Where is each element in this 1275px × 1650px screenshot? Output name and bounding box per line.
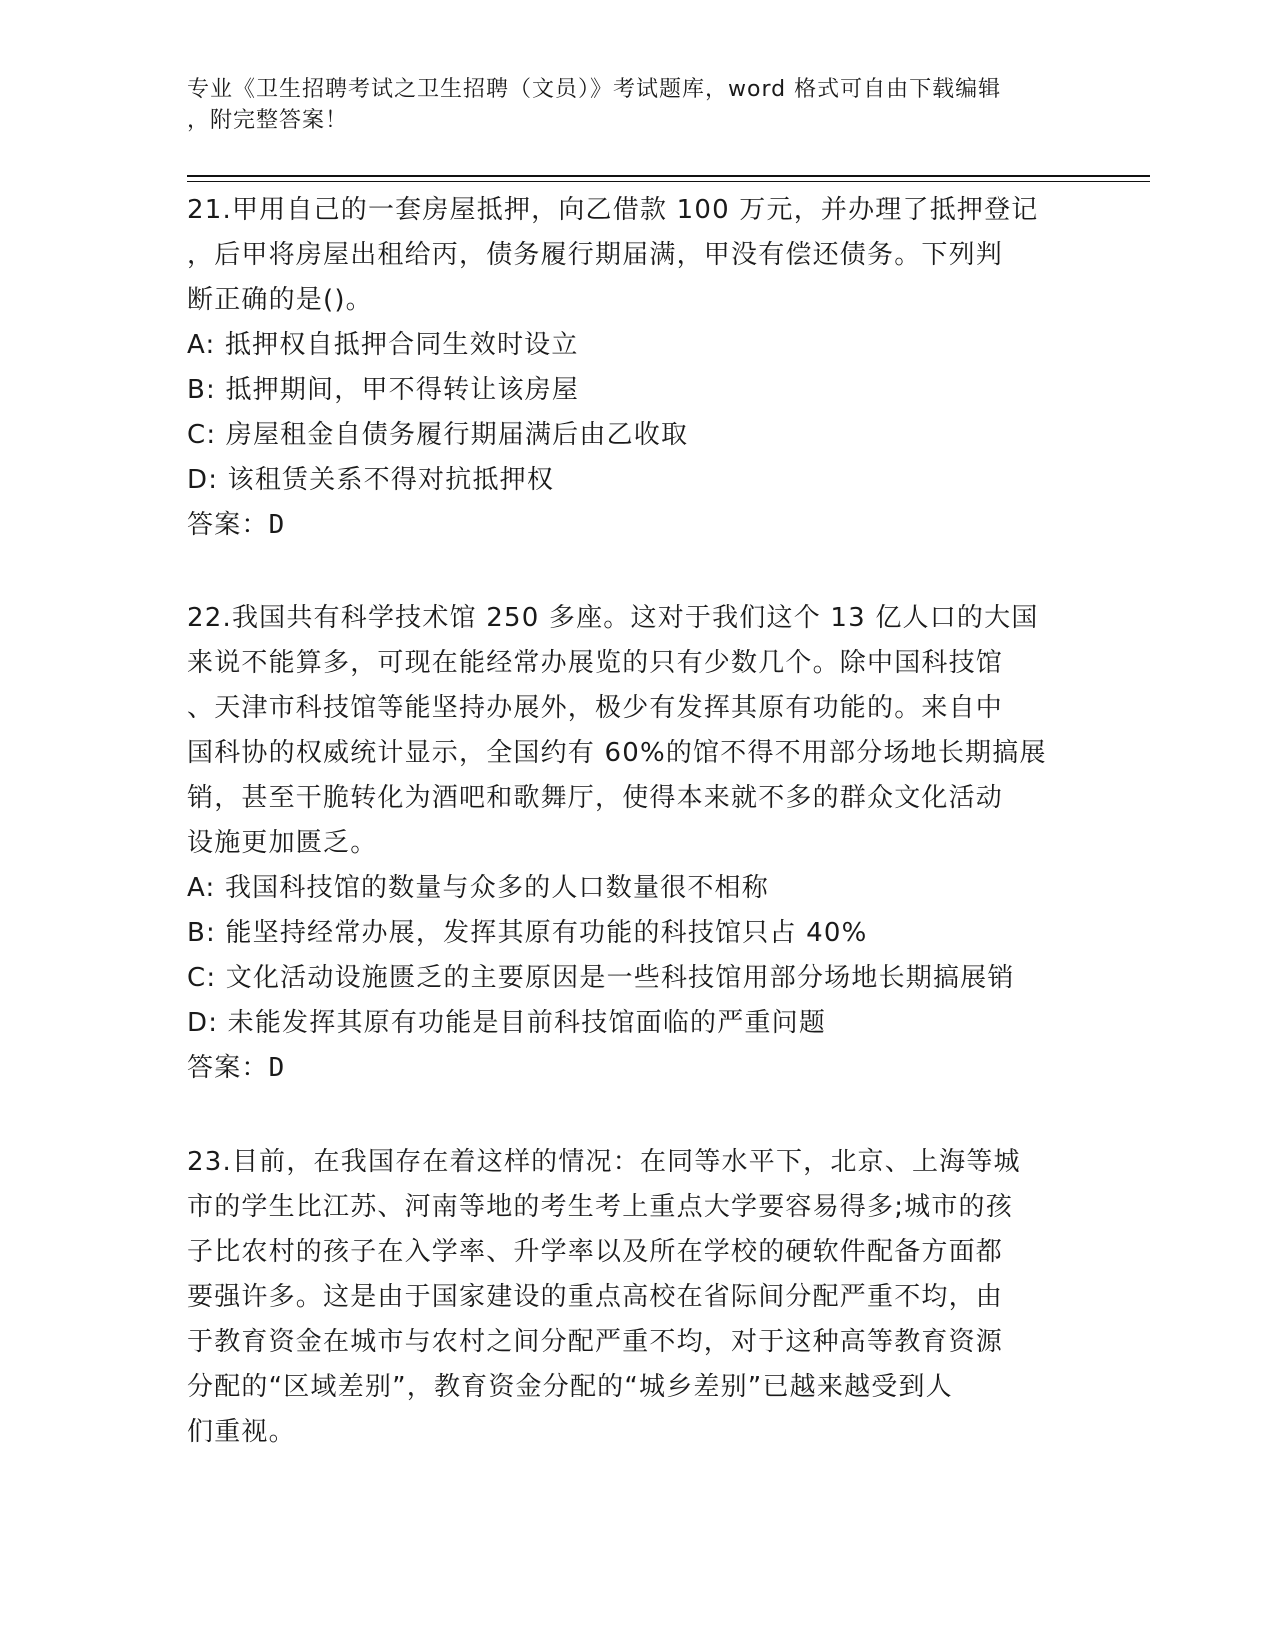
- header-divider-thin: [187, 181, 1150, 182]
- question-22: [187, 596, 1087, 1091]
- question-text-line: 市的学生比江苏、河南等地的考生考上重点大学要容易得多;城市的孩: [187, 1192, 1013, 1222]
- question-text-line: 设施更加匮乏。: [187, 828, 378, 858]
- question-text-line: 销，甚至干脆转化为酒吧和歌舞厅，使得本来就不多的群众文化活动: [187, 783, 1004, 813]
- question-text-line: 国科协的权威统计显示，全国约有 60%的馆不得不用部分场地长期搞展: [187, 738, 1047, 768]
- header-line: 专业《卫生招聘考试之卫生招聘（文员）》考试题库，word 格式可自由下载编辑: [187, 77, 1002, 102]
- option-c: C: 房屋租金自债务履行期届满后由乙收取: [187, 420, 689, 450]
- answer-line: 答案：D: [187, 510, 286, 540]
- option-a: A: 我国科技馆的数量与众多的人口数量很不相称: [187, 873, 769, 903]
- question-text-line: 子比农村的孩子在入学率、升学率以及所在学校的硬软件配备方面都: [187, 1237, 1004, 1267]
- option-d: D: 未能发挥其原有功能是目前科技馆面临的严重问题: [187, 1008, 827, 1038]
- question-text-line: 、天津市科技馆等能坚持办展外，极少有发挥其原有功能的。来自中: [187, 693, 1004, 723]
- option-c: C: 文化活动设施匮乏的主要原因是一些科技馆用部分场地长期搞展销: [187, 963, 1015, 993]
- header-divider-thick: [187, 175, 1150, 177]
- option-a: A: 抵押权自抵押合同生效时设立: [187, 330, 579, 360]
- document-header: [187, 74, 1067, 136]
- answer-line: 答案：D: [187, 1053, 286, 1083]
- question-text-line: 22.我国共有科学技术馆 250 多座。这对于我们这个 13 亿人口的大国: [187, 603, 1039, 633]
- header-line: ，附完整答案！: [187, 108, 349, 133]
- question-text-line: 21.甲用自己的一套房屋抵押，向乙借款 100 万元，并办理了抵押登记: [187, 195, 1039, 225]
- question-text-line: 于教育资金在城市与农村之间分配严重不均，对于这种高等教育资源: [187, 1327, 1004, 1357]
- question-23: [187, 1140, 1087, 1455]
- question-text-line: 们重视。: [187, 1417, 296, 1447]
- question-text-line: 断正确的是()。: [187, 285, 373, 315]
- question-text-line: ，后甲将房屋出租给丙，债务履行期届满，甲没有偿还债务。下列判: [187, 240, 1004, 270]
- question-text-line: 来说不能算多，可现在能经常办展览的只有少数几个。除中国科技馆: [187, 648, 1004, 678]
- question-text-line: 23.目前，在我国存在着这样的情况：在同等水平下，北京、上海等城: [187, 1147, 1021, 1177]
- question-21: [187, 188, 1087, 548]
- question-text-line: 分配的“区域差别”，教育资金分配的“城乡差别”已越来越受到人: [187, 1372, 953, 1402]
- question-text-line: 要强许多。这是由于国家建设的重点高校在省际间分配严重不均，由: [187, 1282, 1004, 1312]
- option-b: B: 抵押期间，甲不得转让该房屋: [187, 375, 580, 405]
- option-d: D: 该租赁关系不得对抗抵押权: [187, 465, 555, 495]
- option-b: B: 能坚持经常办展，发挥其原有功能的科技馆只占 40%: [187, 918, 868, 948]
